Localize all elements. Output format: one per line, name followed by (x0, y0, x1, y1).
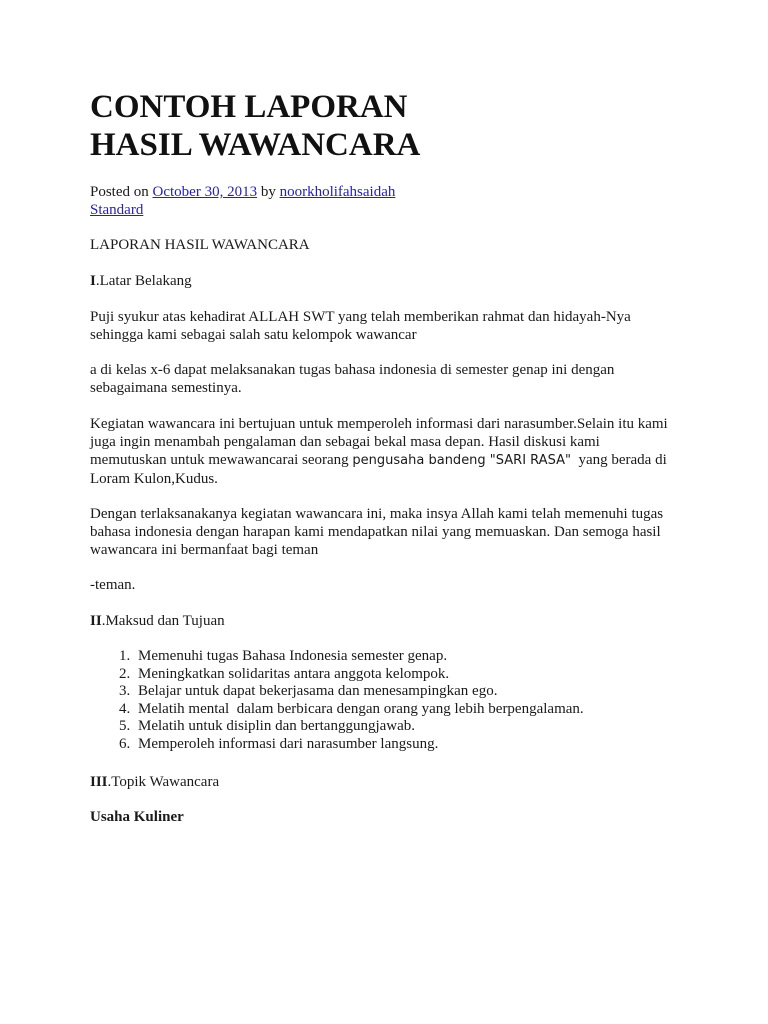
business-name: pengusaha bandeng "SARI RASA" (352, 453, 571, 468)
section-3-heading (90, 773, 690, 791)
title-line-2: HASIL WAWANCARA (90, 127, 421, 163)
post-meta (90, 183, 690, 219)
page-title (90, 88, 420, 164)
post-date-link[interactable]: October 30, 2013 (152, 184, 258, 200)
paragraph-4: Dengan terlaksanakanya kegiatan wawancara ini, maka insya Allah kami telah memenuhi tugas bahasa indonesia dengan harapan kami mendapatkan nilai yang memuaskan. Dan semoga hasil wawancara ini bermanfaat bagi teman (90, 506, 664, 558)
goals-list (90, 648, 694, 754)
posted-on-label: Posted on (90, 184, 149, 200)
paragraph-1: Puji syukur atas kehadirat ALLAH SWT yang telah memberikan rahmat dan hidayah-Nya sehingga kami sebagai salah satu kelompok wawancar (90, 309, 631, 343)
section-number: III (90, 774, 108, 790)
list-item: 5. Melatih untuk disiplin dan bertanggungjawab. (134, 718, 694, 736)
section-2-heading (90, 612, 690, 630)
list-item: 4. Melatih mental dalam berbicara dengan orang yang lebih berpengalaman. (134, 701, 694, 719)
author-link[interactable]: noorkholifahsaidah (279, 184, 396, 200)
section-title: .Topik Wawancara (107, 774, 220, 790)
topic: Usaha Kuliner (90, 809, 184, 825)
section-1-heading (90, 272, 690, 290)
report-heading: LAPORAN HASIL WAWANCARA (90, 237, 310, 253)
title-line-1: CONTOH LAPORAN (90, 89, 408, 125)
section-number: II (90, 613, 102, 629)
paragraph-3: Kegiatan wawancara ini bertujuan untuk memperoleh informasi dari narasumber.Selain itu kami juga ingin menambah pengalaman dan sebagai bekal masa depan. Hasil diskusi kami memutuskan untuk mewawancarai seorang pengusaha bandeng "SARI RASA" yang berada di Loram Kulon,Kudus. (90, 416, 668, 487)
list-item: 1. Memenuhi tugas Bahasa Indonesia semester genap. (134, 648, 694, 666)
by-label: by (260, 184, 276, 200)
paragraph-5: -teman. (90, 577, 136, 593)
list-item: 3. Belajar untuk dapat bekerjasama dan menesampingkan ego. (134, 683, 694, 701)
section-title: .Latar Belakang (95, 273, 192, 289)
list-item: 2. Meningkatkan solidaritas antara anggota kelompok. (134, 666, 694, 684)
post-format-link[interactable]: Standard (90, 202, 144, 218)
section-title: .Maksud dan Tujuan (101, 613, 225, 629)
paragraph-2: a di kelas x-6 dapat melaksanakan tugas bahasa indonesia di semester genap ini dengan sebagaimana semestinya. (90, 362, 615, 396)
list-item: 6. Memperoleh informasi dari narasumber langsung. (134, 736, 694, 754)
section-number: I (90, 273, 96, 289)
